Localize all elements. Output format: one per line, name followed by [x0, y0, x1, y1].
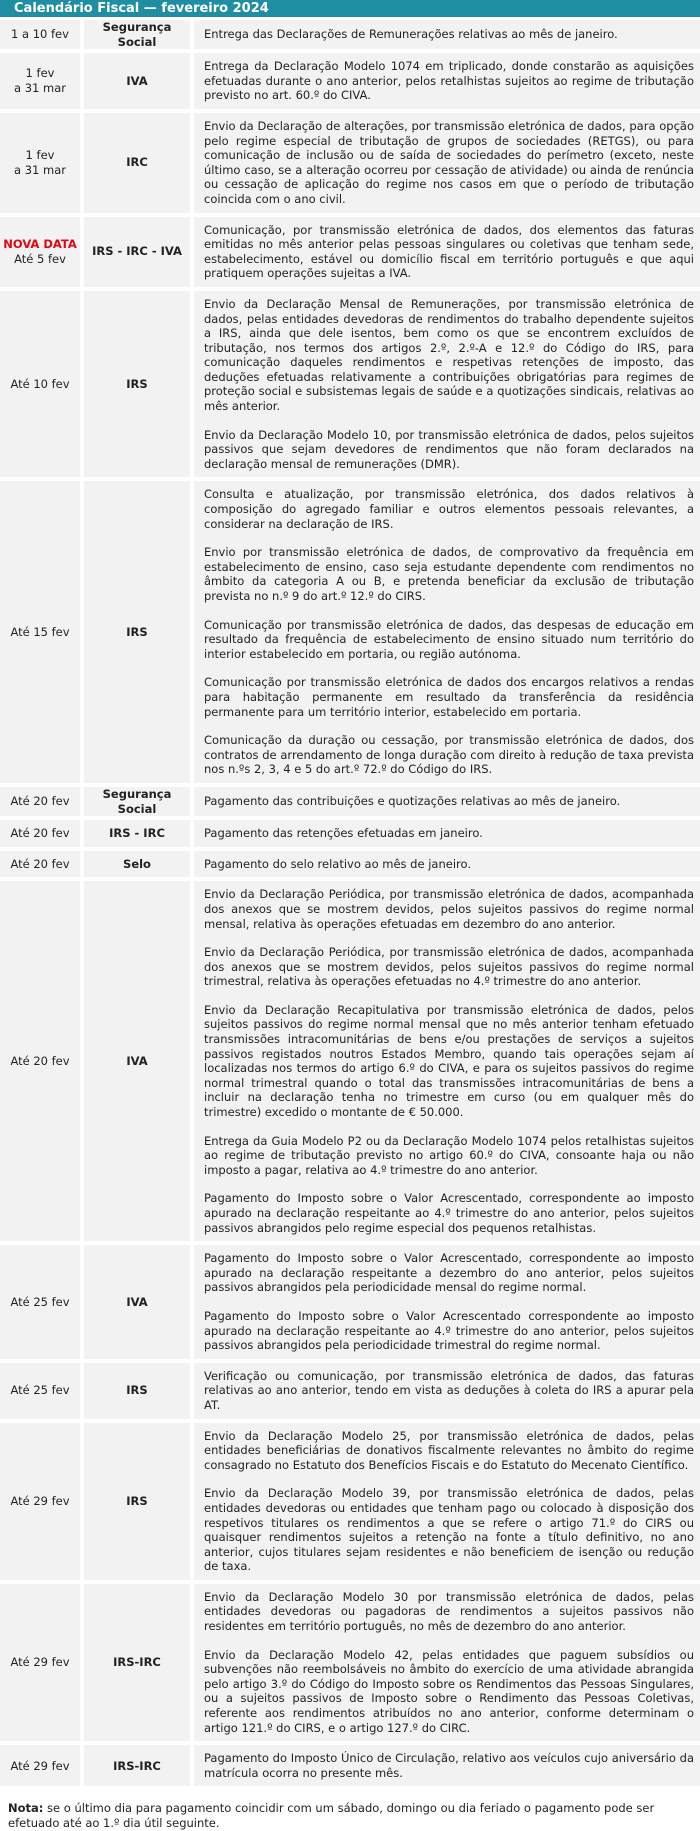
description-paragraph: Pagamento do Imposto sobre o Valor Acrescentado, correspondente ao imposto apurado na declaração respeitante a dezembro do ano anterior, pelos sujeitos passivos abrangidos pela periodicidade mensal do regime normal.: [204, 1251, 694, 1295]
table-row: [0, 20, 700, 53]
tax-type-cell: [84, 1245, 190, 1359]
deadline-text: Até 20 fev: [10, 856, 70, 871]
description-paragraph: Entrega da Declaração Modelo 1074 em triplicado, donde constarão as aquisições efetuadas durante o ano anterior, pelos retalhistas sujeitos ao regime de tributação previsto no art. 60.º do CIVA.: [204, 59, 694, 103]
obligation-description: [194, 820, 700, 847]
tax-type-label: IRS: [126, 376, 148, 391]
deadline-cell: [0, 851, 80, 878]
description-paragraph: Pagamento das contribuições e quotizações relativas ao mês de janeiro.: [204, 794, 621, 809]
table-row: [0, 881, 700, 1245]
tax-type-cell: [84, 820, 190, 847]
obligation-description: [194, 53, 700, 109]
tax-type-cell: [84, 1423, 190, 1580]
description-paragraph: Envio da Declaração Modelo 30 por transmissão eletrónica de dados, pelas entidades devedoras ou pagadoras de rendimentos a sujeitos passivos não residentes em território português, no mês de dezembro do ano anterior.: [204, 1589, 694, 1634]
description-paragraph: Consulta e atualização, por transmissão eletrónica, dos dados relativos à composição do agregado familiar e outros elementos pessoais relevantes, a considerar na declaração de IRS.: [204, 487, 694, 531]
tax-type-cell: [84, 851, 190, 878]
deadline-text: Até 20 fev: [10, 794, 70, 809]
deadline-cell: [0, 1745, 80, 1786]
table-row: [0, 820, 700, 851]
tax-type-label: IRS-IRC: [113, 1758, 161, 1773]
tax-type-label: IRS: [126, 1383, 148, 1398]
obligation-description: [194, 881, 700, 1241]
table-row: [0, 851, 700, 882]
obligation-description: [194, 1363, 700, 1419]
description-paragraph: Envio da Declaração Recapitulativa por transmissão eletrónica de dados, pelos sujeitos passivos do regime normal mensal que no mês anterior tenham efetuado transmissões intracomunitárias de bens e/ou prestações de serviços a sujeitos passivos registados noutros Estados Membro, quando tais operações sejam aí localizadas nos termos do artigo 6.º do CIVA, e para os sujeitos passivos do regime normal trimestral quando o total das transmissões intracomunitárias de bens a incluir na declaração tenha no trimestre em curso (ou em qualquer mês do trimestre) excedido o montante de € 50.000.: [204, 1002, 694, 1120]
new-date-badge: NOVA DATA: [3, 237, 77, 252]
obligation-description: [194, 481, 700, 783]
obligation-description: [194, 1745, 700, 1786]
table-row: [0, 291, 700, 482]
deadline-text: Até 29 fev: [10, 1655, 70, 1670]
table-row: [0, 1423, 700, 1584]
description-paragraph: Pagamento das retenções efetuadas em janeiro.: [204, 826, 483, 841]
deadline-text: a 31 mar: [14, 162, 66, 177]
description-paragraph: Envio da Declaração Periódica, por transmissão eletrónica de dados, acompanhada dos anexos que se mostrem devidos, pelos sujeitos passivos do regime normal trimestral, relativa às operações efetuadas no 4.º trimestre do ano anterior.: [204, 945, 694, 989]
tax-type-cell: [84, 481, 190, 783]
deadline-cell: [0, 1584, 80, 1741]
obligation-description: [194, 1423, 700, 1580]
description-paragraph: Envio da Declaração Modelo 25, por transmissão eletrónica de dados, pelas entidades beneficiárias de donativos fiscalmente relevantes no âmbito do regime consagrado no Estatuto dos Benefícios Fiscais e do Estatuto do Mecenato Científico.: [204, 1428, 694, 1472]
description-paragraph: Envio da Declaração Periódica, por transmissão eletrónica de dados, acompanhada dos anexos que se mostrem devidos, pelos sujeitos passivos do regime normal mensal, relativa às operações efetuadas em dezembro do ano anterior.: [204, 887, 694, 931]
tax-type-cell: [84, 1745, 190, 1786]
table-row: [0, 787, 700, 820]
tax-type-label: IRS - IRC - IVA: [92, 244, 182, 259]
description-paragraph: Entrega das Declarações de Remunerações relativas ao mês de janeiro.: [204, 27, 618, 42]
table-row: [0, 481, 700, 787]
deadline-text: Até 29 fev: [10, 1493, 70, 1508]
obligation-description: [194, 1245, 700, 1359]
obligation-description: [194, 217, 700, 287]
tax-type-label: IRS: [126, 624, 148, 639]
description-paragraph: Verificação ou comunicação, por transmissão eletrónica de dados, das faturas relativas ao ano anterior, tendo em vista as deduções à coleta do IRS a apurar pela AT.: [204, 1368, 694, 1412]
footnote-label: Nota:: [8, 1801, 44, 1816]
deadline-cell: [0, 20, 80, 49]
deadline-text: Até 20 fev: [10, 826, 70, 841]
tax-type-label: Selo: [123, 856, 151, 871]
obligation-description: [194, 20, 700, 49]
obligation-description: [194, 851, 700, 878]
tax-type-label: IVA: [126, 73, 148, 88]
tax-type-label: IVA: [126, 1053, 148, 1068]
page-title: Calendário Fiscal — fevereiro 2024: [0, 0, 700, 20]
deadline-cell: [0, 217, 80, 287]
deadline-cell: [0, 1245, 80, 1359]
description-paragraph: Comunicação por transmissão eletrónica de dados dos encargos relativos a rendas para habitação permanente em resultado da transferência da residência permanente para um território interior, estabelecido em portaria.: [204, 675, 694, 719]
tax-type-cell: [84, 881, 190, 1241]
deadline-text: Até 5 fev: [14, 251, 66, 266]
deadline-text: 1 fev: [25, 148, 55, 163]
deadline-text: 1 a 10 fev: [11, 27, 69, 42]
tax-type-cell: [84, 1584, 190, 1741]
fiscal-calendar-table: [0, 20, 700, 1790]
footnote-text: se o último dia para pagamento coincidir com um sábado, domingo ou dia feriado o pagamento pode ser efetuado até ao 1.º dia útil seguinte.: [8, 1801, 655, 1831]
table-row: [0, 113, 700, 217]
deadline-cell: [0, 1363, 80, 1419]
description-paragraph: Pagamento do Imposto sobre o Valor Acrescentado, correspondente ao imposto apurado na declaração respeitante ao 4.º trimestre do ano anterior, pelos sujeitos passivos abrangidos pelo regime especial dos pequenos retalhistas.: [204, 1191, 694, 1235]
obligation-description: [194, 113, 700, 213]
table-row: [0, 1363, 700, 1423]
tax-type-cell: [84, 20, 190, 49]
table-row: [0, 1745, 700, 1790]
tax-type-cell: [84, 113, 190, 213]
deadline-cell: [0, 291, 80, 478]
tax-type-label: IRS: [126, 1493, 148, 1508]
deadline-text: Até 25 fev: [10, 1383, 70, 1398]
table-row: [0, 53, 700, 113]
tax-type-cell: [84, 53, 190, 109]
table-row: [0, 217, 700, 291]
deadline-cell: [0, 820, 80, 847]
description-paragraph: Envio da Declaração Modelo 10, por transmissão eletrónica de dados, pelos sujeitos passivos que sejam devedores de rendimentos que não foram declarados na declaração mensal de remunerações (DMR).: [204, 427, 694, 471]
description-paragraph: Envio da Declaração de alterações, por transmissão eletrónica de dados, para opção pelo regime especial de tributação de grupos de sociedades (RETGS), ou para comunicação de inclusão ou de saída de sociedades do perímetro (exceto, neste último caso, se a alteração ocorreu por cessação de atividade) ou ainda de renúncia ou cessação de aplicação do regime nos casos em que o período de tributação coincida com o ano civil.: [204, 118, 694, 206]
deadline-cell: [0, 481, 80, 783]
deadline-cell: [0, 53, 80, 109]
tax-type-label: IRC: [126, 155, 148, 170]
tax-type-label: Segurança Social: [102, 20, 172, 49]
deadline-text: Até 10 fev: [10, 376, 70, 391]
description-paragraph: Comunicação, por transmissão eletrónica de dados, dos elementos das faturas emitidas no mês anterior pelas pessoas singulares ou coletivas que tenham sede, estabelecimento, estável ou domicílio fiscal em território português e que aqui pratiquem operações sujeitas a IVA.: [204, 222, 694, 281]
obligation-description: [194, 787, 700, 816]
tax-type-label: Segurança Social: [102, 786, 172, 816]
obligation-description: [194, 1584, 700, 1741]
description-paragraph: Comunicação da duração ou cessação, por transmissão eletrónica de dados, dos contratos de arrendamento de longa duração com direito à redução de taxa prevista nos n.ºs 2, 3, 4 e 5 do art.º 72.º do Código do IRS.: [204, 733, 694, 777]
tax-type-label: IRS - IRC: [109, 826, 165, 841]
tax-type-cell: [84, 291, 190, 478]
description-paragraph: Comunicação por transmissão eletrónica de dados, das despesas de educação em resultado da frequência de estabelecimento de ensino situado num território do interior estabelecido em portaria, ou região autónoma.: [204, 617, 694, 661]
deadline-text: 1 fev: [25, 66, 55, 81]
deadline-text: Até 15 fev: [10, 624, 70, 639]
deadline-text: Até 25 fev: [10, 1294, 70, 1309]
tax-type-label: IRS-IRC: [113, 1655, 161, 1670]
table-row: [0, 1245, 700, 1363]
description-paragraph: Envio da Declaração Modelo 42, pelas entidades que paguem subsídios ou subvenções não reembolsáveis no âmbito do exercício de uma atividade abrangida pelo artigo 3.º do Código do Imposto sobre os Rendimentos das Pessoas Singulares, ou a sujeitos passivos de Imposto sobre o Rendimento das Pessoas Coletivas, referente aos rendimentos atribuídos no ano anterior, conforme determinam o artigo 121.º do CIRS, e o artigo 127.º do CIRC.: [204, 1647, 694, 1735]
deadline-text: Até 20 fev: [10, 1053, 70, 1068]
description-paragraph: Entrega da Guia Modelo P2 ou da Declaração Modelo 1074 pelos retalhistas sujeitos ao regime de tributação previsto no artigo 60.º do CIVA, consoante haja ou não imposto a pagar, relativa ao 4.º trimestre do ano anterior.: [204, 1133, 694, 1177]
table-row: [0, 1584, 700, 1745]
obligation-description: [194, 291, 700, 478]
deadline-cell: [0, 881, 80, 1241]
deadline-cell: [0, 787, 80, 816]
description-paragraph: Pagamento do selo relativo ao mês de janeiro.: [204, 856, 471, 871]
deadline-text: Até 29 fev: [10, 1758, 70, 1773]
footnote: [0, 1790, 700, 1831]
description-paragraph: Pagamento do Imposto Único de Circulação, relativo aos veículos cujo aniversário da matrícula ocorra no presente mês.: [204, 1751, 694, 1780]
description-paragraph: Pagamento do Imposto sobre o Valor Acrescentado correspondente ao imposto apurado na declaração respeitante ao 4.º trimestre do ano anterior, pelos sujeitos passivos abrangidos pela periodicidade trimestral do regime normal.: [204, 1308, 694, 1353]
tax-type-cell: [84, 787, 190, 816]
description-paragraph: Envio por transmissão eletrónica de dados, de comprovativo da frequência em estabelecimento de ensino, caso seja estudante dependente com rendimentos no âmbito da categoria A ou B, e pretenda beneficiar da exclusão de tributação prevista no n.º 9 do art.º 12.º do CIRS.: [204, 545, 694, 603]
description-paragraph: Envio da Declaração Mensal de Remunerações, por transmissão eletrónica de dados, pelas entidades devedoras de rendimentos do trabalho dependente sujeitos a IRS, ainda que dele isentos, bem como os que se encontrem excluídos de tributação, nos termos dos artigos 2.º, 2.º-A e 12.º do Código do IRS, para comunicação daqueles rendimentos e respetivas retenções de imposto, das deduções efetuadas relativamente a contribuições obrigatórias para regimes de proteção social e subsistemas legais de saúde e a quotizações sindicais, relativas ao mês anterior.: [204, 296, 694, 414]
deadline-cell: [0, 1423, 80, 1580]
deadline-text: a 31 mar: [14, 81, 66, 96]
description-paragraph: Envio da Declaração Modelo 39, por transmissão eletrónica de dados, pelas entidades devedoras ou entidades que tenham pago ou colocado à disposição dos respetivos titulares os rendimentos a que se refere o artigo 71.º do CIRS ou quaisquer rendimentos sujeitos a retenção na fonte a título definitivo, no ano anterior, cujos titulares sejam residentes e não beneficiem de isenção ou redução de taxa.: [204, 1486, 694, 1574]
deadline-cell: [0, 113, 80, 213]
tax-type-cell: [84, 1363, 190, 1419]
tax-type-label: IVA: [126, 1294, 148, 1309]
tax-type-cell: [84, 217, 190, 287]
